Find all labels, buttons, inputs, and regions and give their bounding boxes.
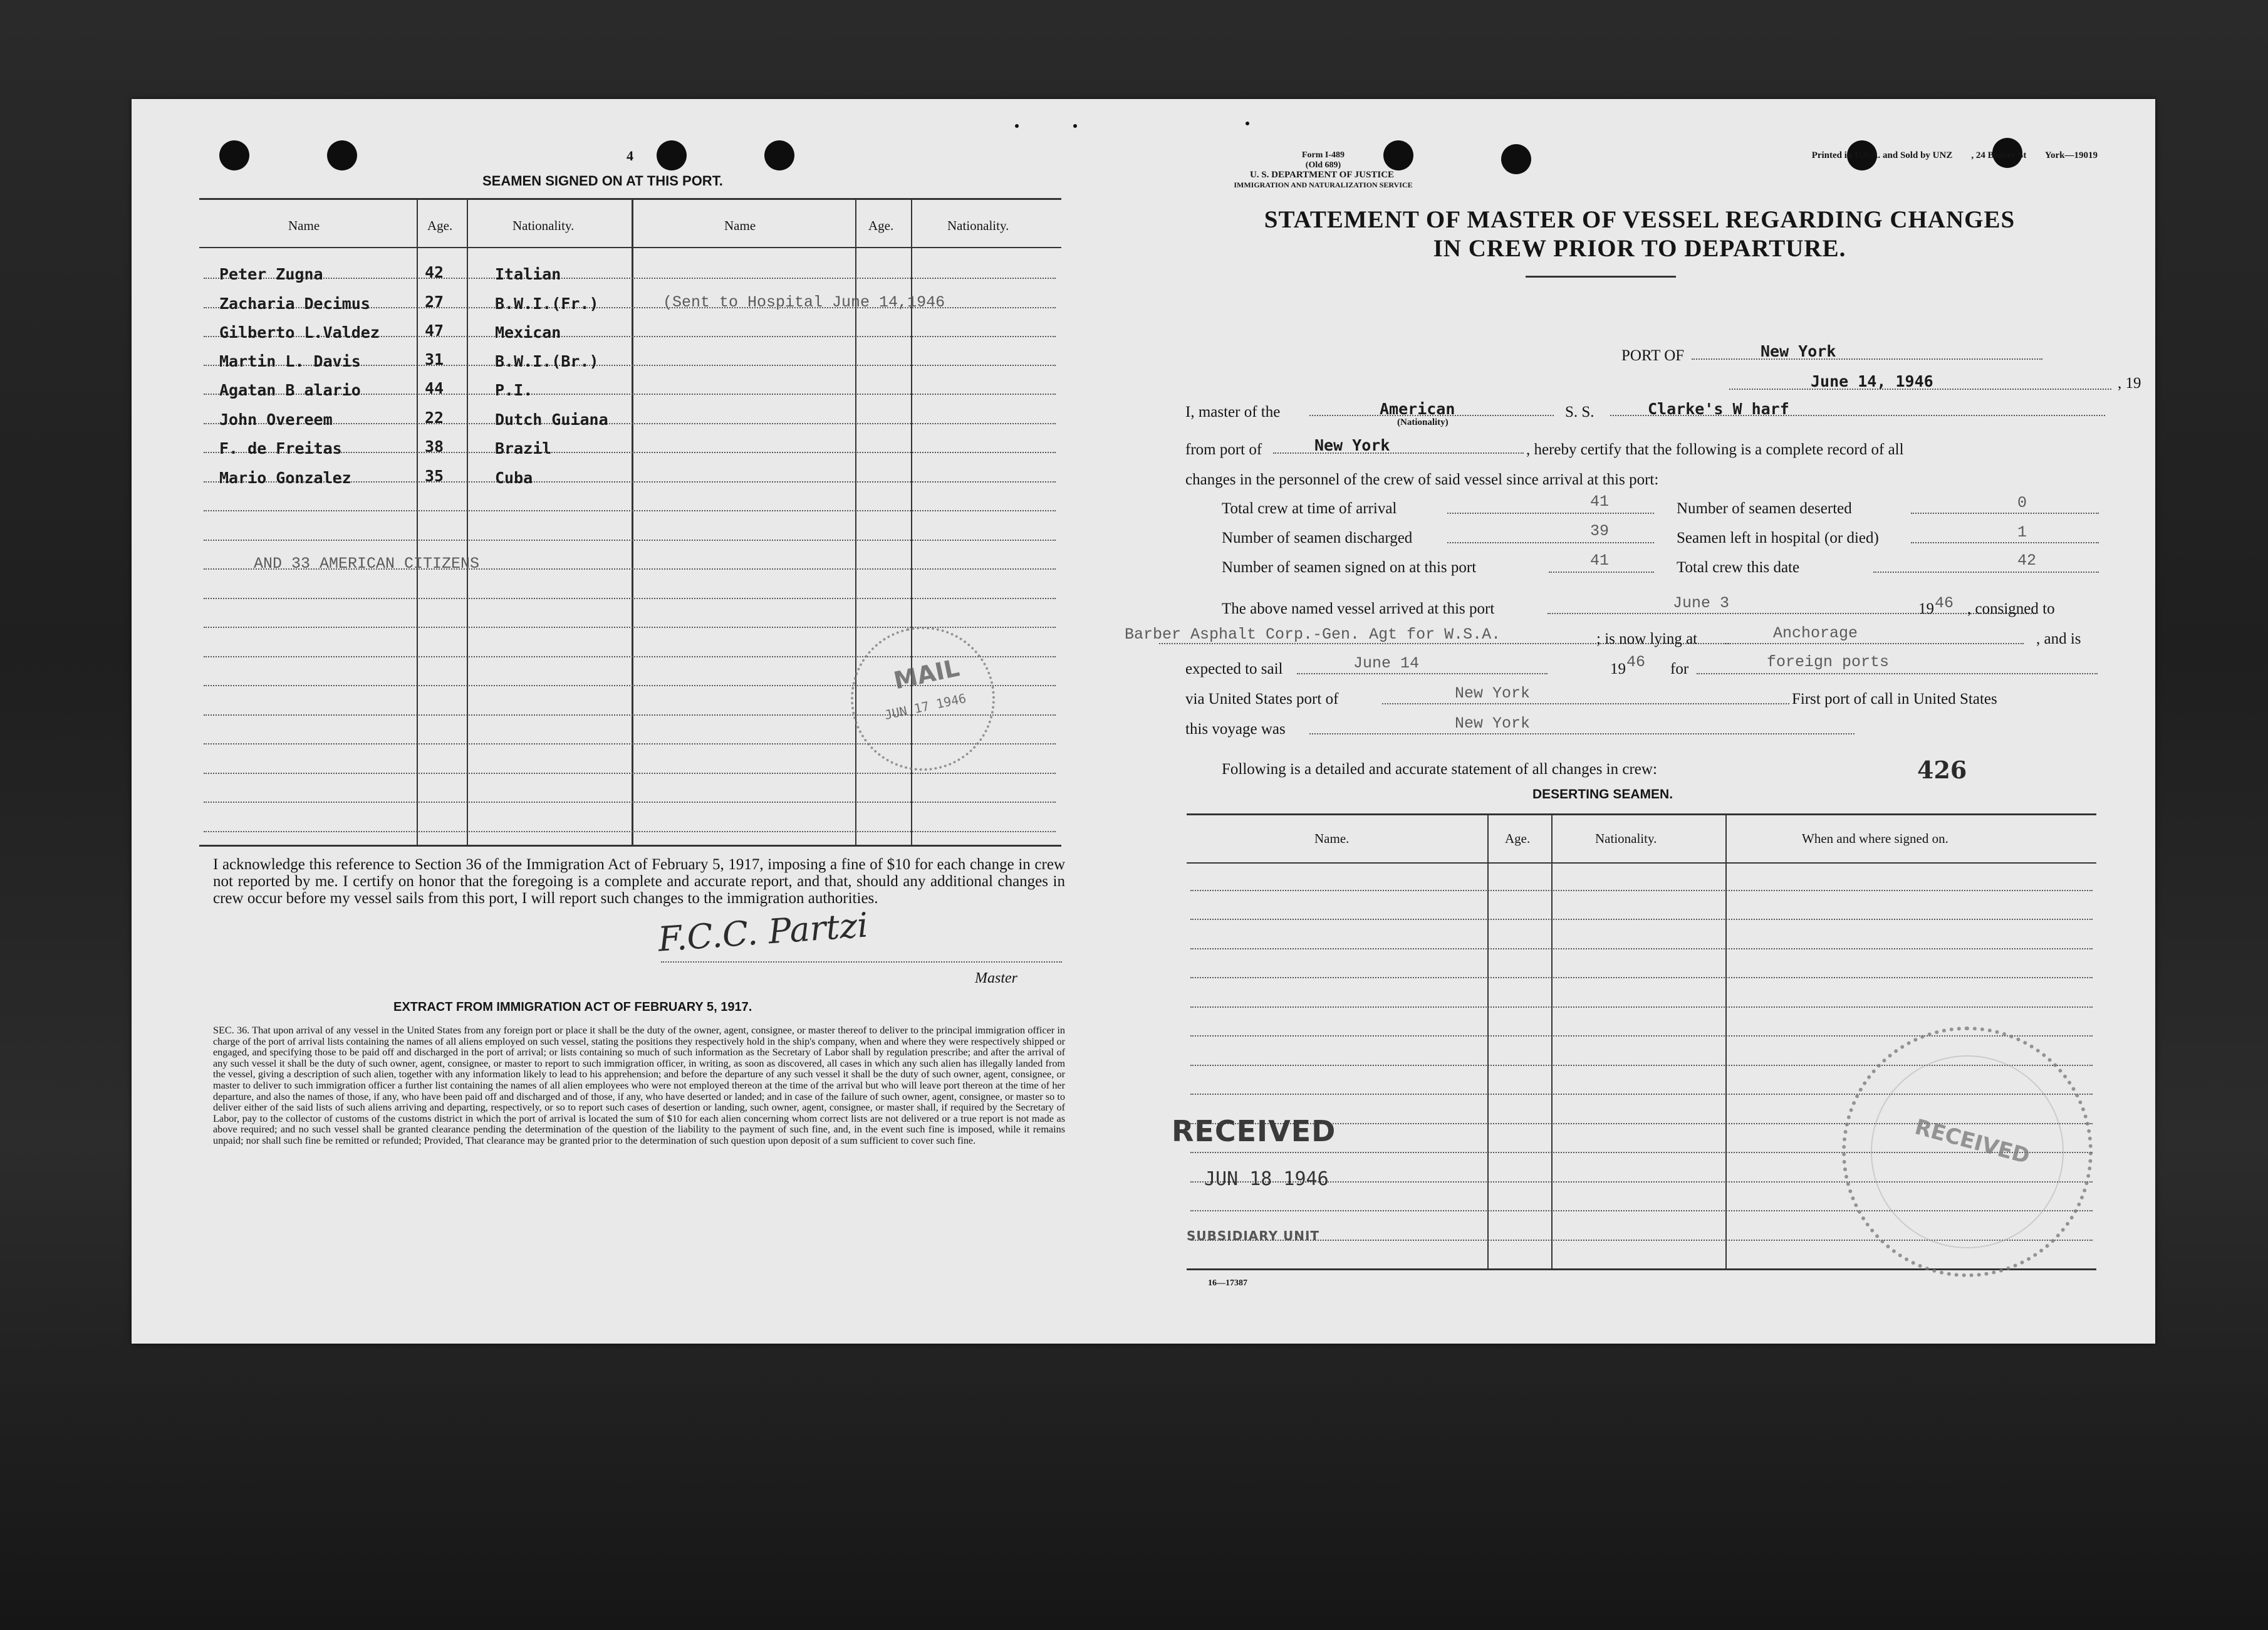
- seaman-age: 42: [425, 263, 444, 281]
- discharged-label: Number of seamen discharged: [1222, 530, 1413, 546]
- punch-hole: [219, 140, 249, 170]
- port-value: New York: [1761, 342, 1836, 360]
- deserted-value: 0: [2017, 494, 2027, 512]
- seaman-name: Peter Zugna: [219, 265, 323, 283]
- page-number: 4: [627, 148, 633, 164]
- total-date-label: Total crew this date: [1677, 559, 1800, 576]
- master-signature: F.C.C. Partzi: [657, 905, 870, 959]
- sail-line: [1297, 673, 1548, 674]
- des-col-name: Name.: [1314, 831, 1350, 846]
- extract-title: EXTRACT FROM IMMIGRATION ACT OF FEBRUARY 5, 1917.: [393, 1000, 752, 1014]
- destination: foreign ports: [1767, 653, 1890, 671]
- row-line: [204, 831, 1056, 832]
- seaman-age: 35: [425, 467, 444, 485]
- seaman-nationality: B.W.I.(Fr.): [495, 295, 599, 313]
- seaman-name: John Overeem: [219, 410, 333, 429]
- row-line: [1190, 890, 2093, 891]
- via-value: New York: [1455, 684, 1531, 703]
- col-header-name-2: Name: [724, 218, 756, 233]
- date-suffix: , 19: [2118, 375, 2141, 392]
- table-top-rule: [199, 198, 1061, 200]
- seaman-nationality: P.I.: [495, 381, 533, 399]
- col-header-age-2: Age.: [868, 218, 894, 233]
- consignee: Barber Asphalt Corp.-Gen. Agt for W.S.A.: [1125, 625, 1501, 644]
- mail-stamp-text: MAIL: [891, 654, 962, 695]
- left-heading: SEAMEN SIGNED ON AT THIS PORT.: [482, 173, 723, 189]
- and-is: , and is: [2036, 630, 2081, 647]
- seaman-age: 47: [425, 321, 444, 340]
- ss-label: S. S.: [1565, 404, 1594, 421]
- col-divider: [417, 198, 418, 845]
- stat-line: [1549, 572, 1654, 573]
- seaman-nationality: Cuba: [495, 469, 533, 487]
- seaman-age: 44: [425, 379, 444, 397]
- port-of-label: PORT OF: [1621, 347, 1685, 364]
- stat-line: [1447, 542, 1654, 543]
- row-line: [204, 540, 1056, 541]
- arrived-year-prefix: 19: [1918, 600, 1934, 617]
- table-header-rule: [199, 247, 1061, 248]
- total-date-value: 42: [2017, 551, 2037, 570]
- des-col-divider: [1487, 813, 1489, 1268]
- col-header-age: Age.: [427, 218, 453, 233]
- signed-label: Number of seamen signed on at this port: [1222, 559, 1477, 576]
- destination-line: [1697, 673, 2098, 674]
- seaman-age: 31: [425, 350, 444, 368]
- form-footer-number: 16—17387: [1208, 1278, 1247, 1288]
- stat-line: [1447, 513, 1654, 514]
- arrived-label: The above named vessel arrived at this port: [1222, 600, 1495, 617]
- des-table-header-rule: [1187, 862, 2096, 864]
- signature-line: [661, 961, 1062, 963]
- seaman-age: 38: [425, 437, 444, 456]
- col-header-nationality-2: Nationality.: [947, 218, 1009, 233]
- punch-hole: [1383, 140, 1413, 170]
- seaman-name: Zacharia Decimus: [219, 295, 370, 313]
- sail-year-prefix: 19: [1610, 661, 1626, 677]
- hospital-label: Seamen left in hospital (or died): [1677, 530, 1879, 546]
- received-stamp-unit: SUBSIDIARY UNIT: [1187, 1228, 1320, 1243]
- seaman-nationality: Italian: [495, 265, 561, 283]
- stat-line: [1911, 542, 2099, 543]
- row-line: [1190, 977, 2093, 978]
- from-port-line: [1273, 452, 1524, 454]
- table-bottom-rule: [199, 845, 1061, 847]
- seaman-name: Agatan B alario: [219, 381, 361, 399]
- form-title-line2: IN CREW PRIOR TO DEPARTURE.: [1433, 235, 1846, 262]
- changes-text: changes in the personnel of the crew of said vessel since arrival at this port:: [1185, 471, 1659, 488]
- round-stamp-text: RECEIVED: [1912, 1114, 2032, 1169]
- seaman-age: 27: [425, 293, 444, 311]
- extract-text: SEC. 36. That upon arrival of any vessel in the United States from any foreign port or place it shall be the duty of the owner, agent, consignee, or master thereof to deliver to the principal immigration officer in charge of the port of arrival lists containing the names of all aliens employed on such vessel, stating the positions they respectively hold in the ship's company, when and where they were respectively shipped or engaged, and specifying those to be paid off and discharged in the port of arrival; or lists containing so much of such information as the Secretary of Labor shall by regulation prescribe; and after the arrival of any such vessel it shall be the duty of such owner, agent, consignee, or master to report to such immigration officer, in writing, as soon as discovered, all cases in which any such alien has illegally landed from the vessel, giving a description of such alien, together with any information likely to lead to his apprehension; and before the departure of any such vessel it shall be the duty of such owner, agent, consignee, or master to deliver to such immigration officer a further list containing the names of all alien employees who were not employed thereon at the time of the arrival but who will leave port thereon at the time of her departure, and also the names of those, if any, who have been paid off and discharged and of those, if any, who have deserted or landed; and in case of the failure of such owner, agent, consignee, or master so to deliver either of the said lists of such aliens arriving and departing, respectively, or so to report such cases of desertion or landing, such owner, agent, consignee, or master shall, if required by the Secretary of Labor, pay to the collector of customs of the customs district in which the port of arrival is located the sum of $10 for each alien concerning whom correct lists are not delivered or a true report is not made as above required; and no such vessel shall be granted clearance pending the determination of the question of the liability to the payment of such fine, and, in the event such fine is imposed, while it remains unpaid; nor shall such fine be remitted or refunded; Provided, That clearance may be granted prior to the determination of such question upon deposit of a sum sufficient to cover such fine.: [213, 1025, 1065, 1146]
- received-stamp: RECEIVED: [1172, 1114, 1336, 1148]
- following-label: Following is a detailed and accurate statement of all changes in crew:: [1222, 761, 1657, 778]
- port-line: [1692, 358, 2042, 360]
- hospital-note: (Sent to Hospital June 14,1946: [663, 293, 945, 311]
- voyage-line: [1309, 733, 1854, 734]
- first-port-label: First port of call in United States: [1792, 691, 1997, 708]
- col-divider: [632, 198, 633, 845]
- nationality-caption: (Nationality): [1397, 417, 1449, 427]
- row-line: [204, 510, 1056, 511]
- lying-line: [1723, 643, 2024, 644]
- des-table-top: [1187, 813, 2096, 815]
- from-port-value: New York: [1314, 436, 1390, 454]
- americans-note: AND 33 AMERICAN CITIZENS: [254, 555, 480, 573]
- seaman-name: Mario Gonzalez: [219, 469, 351, 487]
- discharged-value: 39: [1590, 522, 1610, 540]
- row-line: [204, 773, 1056, 774]
- vessel-name: Clarke's W harf: [1648, 400, 1789, 418]
- speck: [1073, 124, 1077, 128]
- total-crew-value: 41: [1590, 493, 1610, 511]
- printer-note: Printed in U.S.A. and Sold by UNZ , 24 Beaver St York—19019: [1811, 150, 2098, 160]
- des-col-nationality: Nationality.: [1595, 831, 1657, 846]
- arrived-year: 46: [1935, 594, 1954, 612]
- master-label: Master: [975, 970, 1017, 986]
- round-received-stamp: [1842, 1027, 2093, 1277]
- certify-text: , hereby certify that the following is a complete record of all: [1526, 441, 1904, 458]
- seaman-nationality: Dutch Guiana: [495, 410, 608, 429]
- seaman-nationality: Mexican: [495, 323, 561, 342]
- speck: [1015, 124, 1019, 128]
- seaman-name: Gilberto L.Valdez: [219, 323, 380, 342]
- col-divider: [467, 198, 468, 845]
- for-label: for: [1670, 661, 1689, 677]
- row-line: [204, 598, 1056, 599]
- deserting-heading: DESERTING SEAMEN.: [1532, 787, 1673, 802]
- date-value: June 14, 1946: [1811, 372, 1933, 390]
- from-port-label: from port of: [1185, 441, 1262, 458]
- stat-line: [1911, 513, 2099, 514]
- seaman-age: 22: [425, 409, 444, 427]
- consigned-label: , consigned to: [1967, 600, 2055, 617]
- arrived-line: [1548, 613, 2036, 614]
- form-id: Form I-489: [1301, 150, 1345, 160]
- seaman-nationality: Brazil: [495, 439, 552, 457]
- signed-value: 41: [1590, 551, 1610, 570]
- des-col-signed: When and where signed on.: [1802, 831, 1948, 846]
- voyage-label: this voyage was: [1185, 721, 1286, 738]
- punch-hole: [327, 140, 357, 170]
- total-crew-label: Total crew at time of arrival: [1222, 500, 1397, 517]
- punch-hole: [657, 140, 687, 170]
- des-col-age: Age.: [1505, 831, 1531, 846]
- arrived-date: June 3: [1673, 594, 1730, 612]
- des-col-divider: [1551, 813, 1553, 1268]
- speck: [1246, 122, 1249, 125]
- form-title-line1: STATEMENT OF MASTER OF VESSEL REGARDING CHANGES: [1264, 206, 2016, 233]
- title-underline: [1526, 276, 1676, 278]
- row-line: [204, 278, 1056, 279]
- hospital-value: 1: [2017, 523, 2027, 541]
- stat-line: [1873, 572, 2099, 573]
- seaman-name: Martin L. Davis: [219, 352, 361, 370]
- deserted-label: Number of seamen deserted: [1677, 500, 1852, 517]
- lying-value: Anchorage: [1773, 624, 1858, 642]
- punch-hole: [1501, 144, 1531, 174]
- nationality-value: American: [1380, 400, 1455, 418]
- department: U. S. DEPARTMENT OF JUSTICE: [1249, 170, 1395, 180]
- form-old: (Old 689): [1305, 160, 1341, 170]
- via-line: [1382, 703, 1789, 704]
- des-col-divider: [1725, 813, 1727, 1268]
- service: IMMIGRATION AND NATURALIZATION SERVICE: [1234, 180, 1413, 189]
- acknowledgement-text: I acknowledge this reference to Section 36 of the Immigration Act of February 5, 1917, imposing a fine of $10 for each change in crew not reported by me. I certify on honor that the foregoing is a complete and accurate report, and that, should any additional changes in crew occur before my vessel sails from this port, I will report such changes to the immigration authorities.: [213, 856, 1065, 907]
- voyage-value: New York: [1455, 714, 1531, 733]
- via-label: via United States port of: [1185, 691, 1339, 708]
- seaman-name: F. de Freitas: [219, 439, 342, 457]
- sail-year: 46: [1626, 653, 1646, 671]
- form-number-stamp: 426: [1917, 756, 1967, 784]
- master-of-label: I, master of the: [1185, 404, 1281, 421]
- expected-label: expected to sail: [1185, 661, 1283, 677]
- punch-hole: [764, 140, 794, 170]
- row-line: [1190, 1006, 2093, 1008]
- mail-stamp: [838, 614, 1009, 785]
- row-line: [204, 802, 1056, 803]
- sail-date: June 14: [1353, 654, 1420, 672]
- col-header-name: Name: [288, 218, 320, 233]
- col-header-nationality: Nationality.: [512, 218, 575, 233]
- lying-label: ; is now lying at: [1596, 630, 1698, 647]
- received-stamp-date: JUN 18 1946: [1204, 1168, 1329, 1190]
- document-sheet: [132, 99, 2155, 1344]
- seaman-nationality: B.W.I.(Br.): [495, 352, 599, 370]
- row-line: [1190, 948, 2093, 949]
- mail-stamp-date: JUN 17 1946: [883, 690, 968, 723]
- row-line: [1190, 919, 2093, 920]
